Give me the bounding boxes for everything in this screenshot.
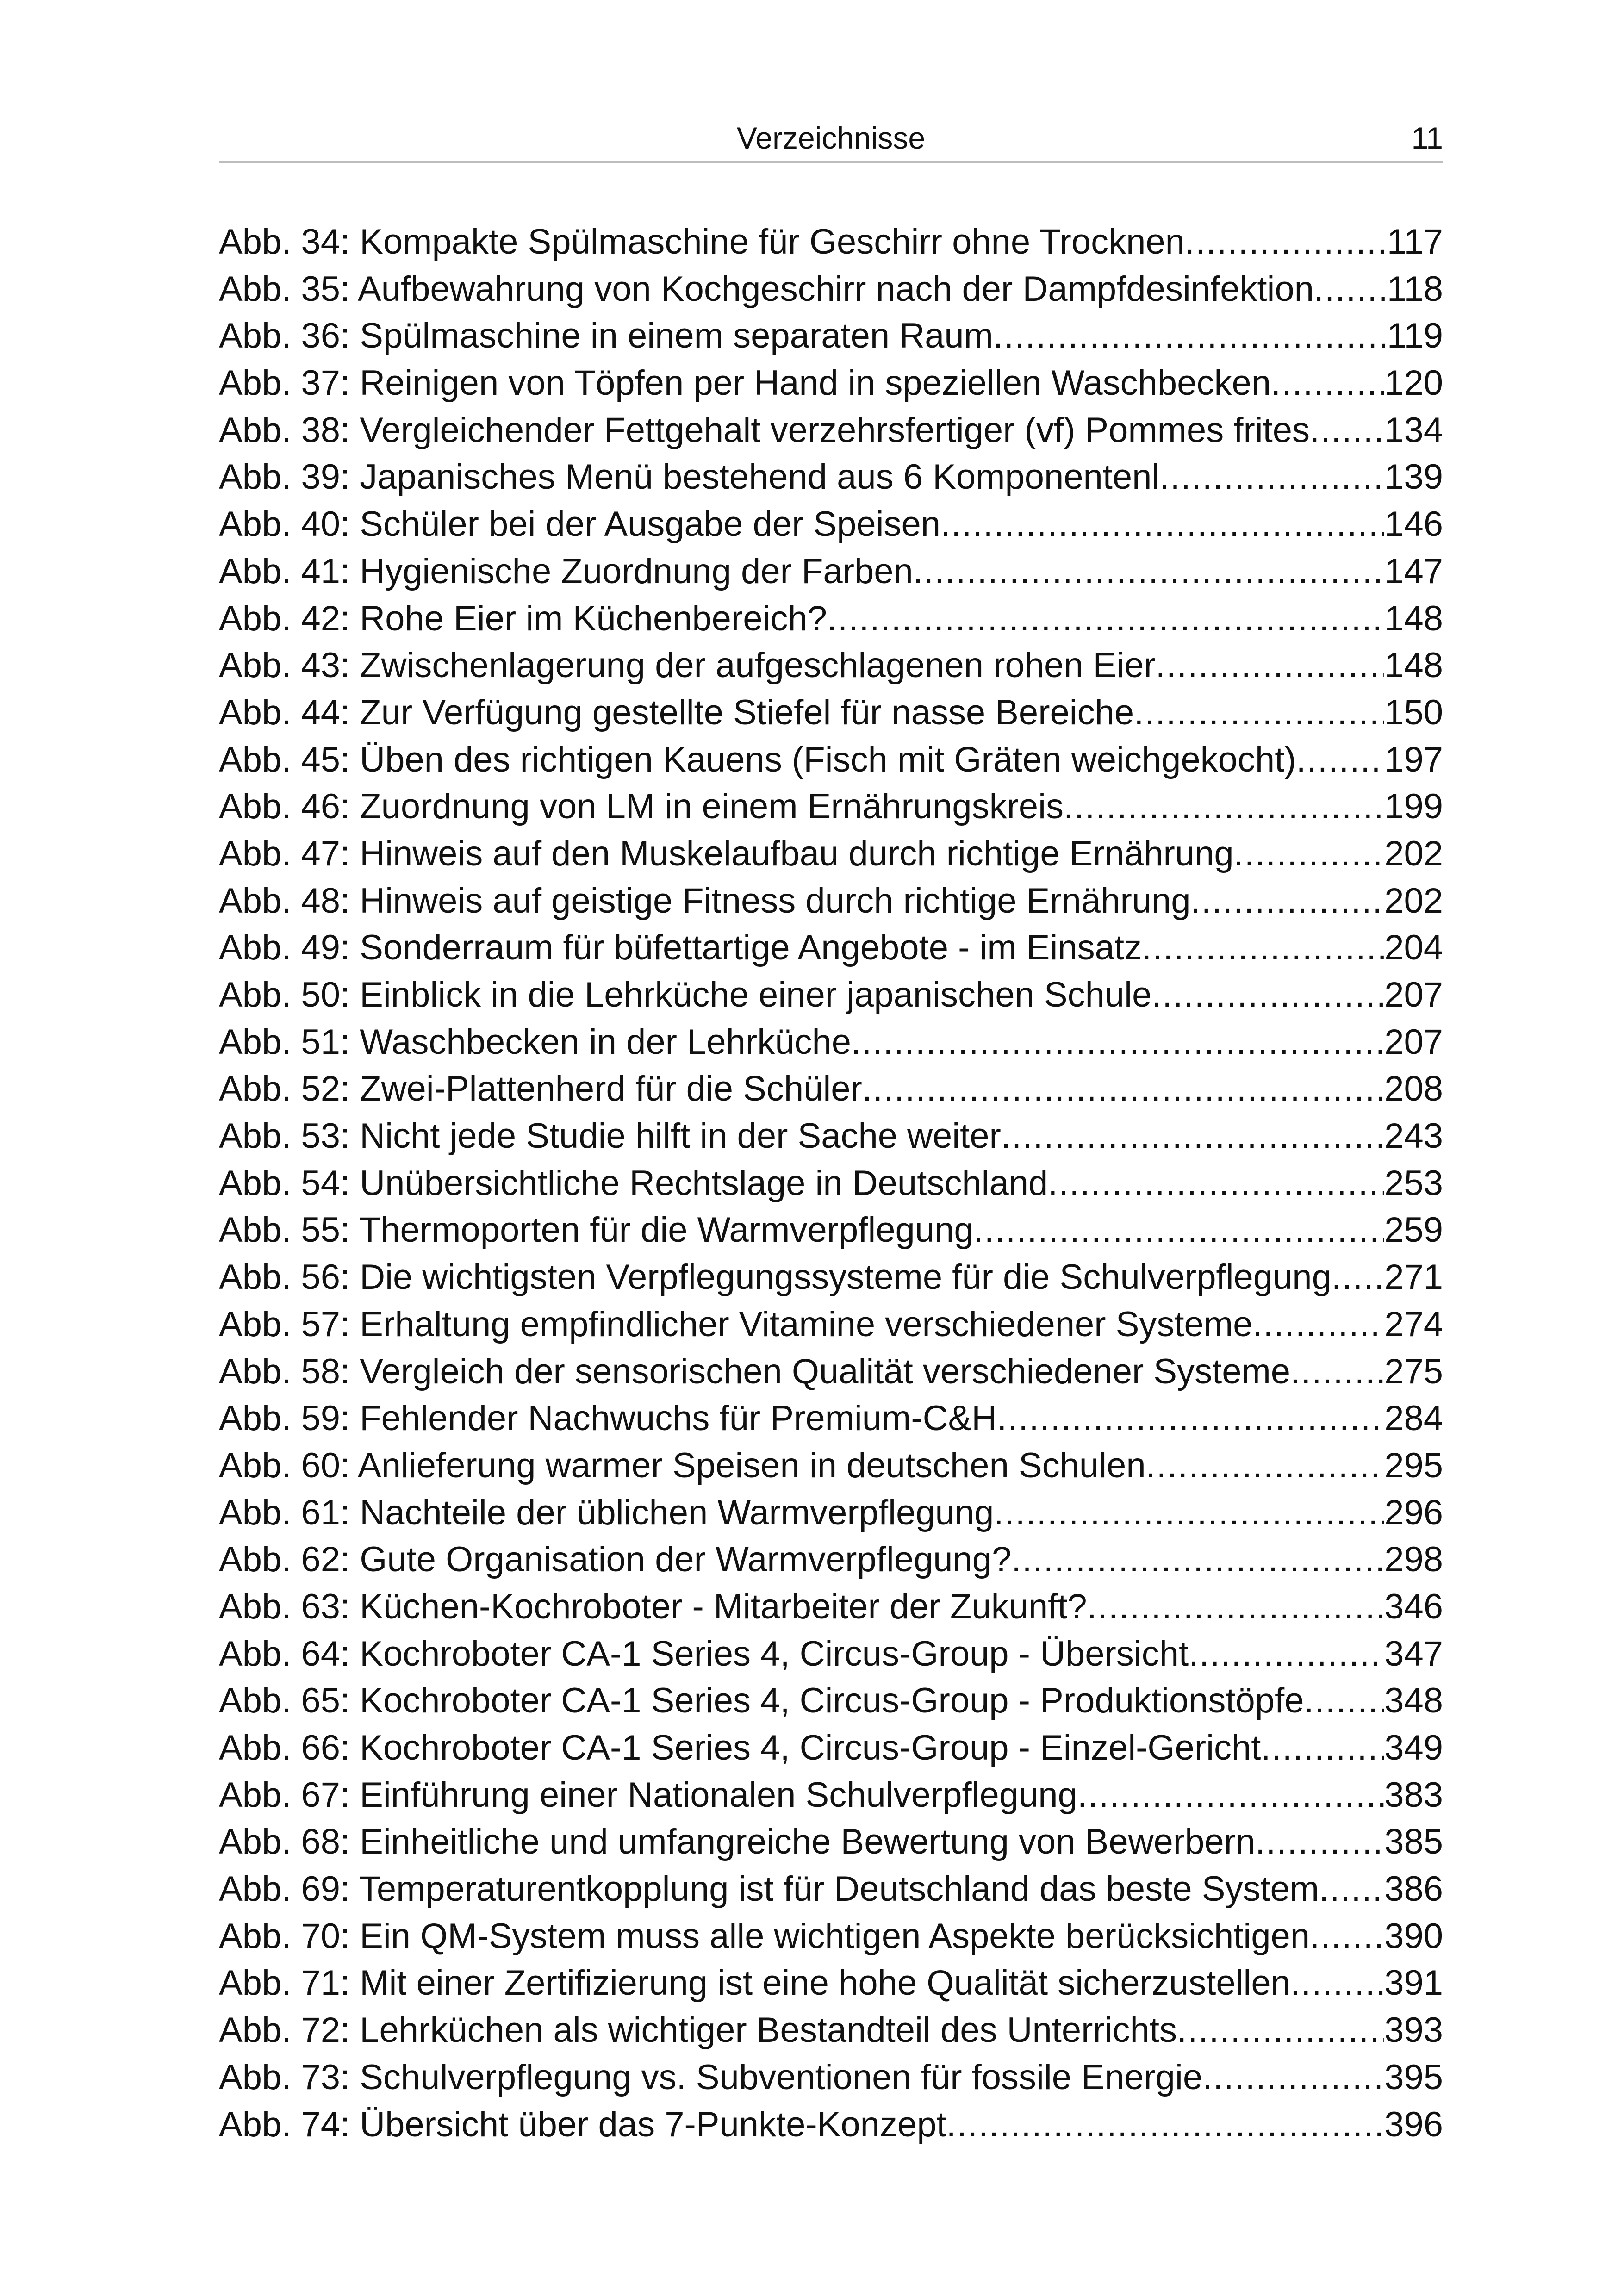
toc-entry [219, 1207, 1443, 1254]
dot-leader [1319, 1866, 1384, 1913]
dot-leader [1314, 266, 1387, 313]
toc-entry-page: 347 [1384, 1634, 1443, 1674]
dot-leader [1156, 642, 1384, 689]
dot-leader [1077, 1772, 1384, 1819]
toc-entry-title: Abb. 36: Spülmaschine in einem separaten Raum [219, 316, 993, 356]
toc-entry-title: Abb. 52: Zwei-Plattenherd für die Schüler [219, 1069, 862, 1109]
dot-leader [974, 1207, 1385, 1254]
toc-entry [219, 2101, 1443, 2148]
toc-entry-page: 147 [1384, 551, 1443, 591]
toc-entry-title: Abb. 41: Hygienische Zuordnung der Farben [219, 551, 913, 591]
toc-entry-page: 385 [1384, 1822, 1443, 1862]
dot-leader [1142, 924, 1384, 971]
toc-entry-title: Abb. 69: Temperaturentkopplung ist für Deutschland das beste System [219, 1869, 1319, 1909]
toc-entry-page: 120 [1384, 363, 1443, 403]
toc-entry-title: Abb. 72: Lehrküchen als wichtiger Bestandteil des Unterrichts [219, 2010, 1177, 2050]
toc-entry-title: Abb. 54: Unübersichtliche Rechtslage in Deutschland [219, 1163, 1048, 1203]
toc-entry [219, 642, 1443, 689]
toc-entry-title: Abb. 61: Nachteile der üblichen Warmverpflegung [219, 1493, 994, 1532]
toc-entry-title: Abb. 37: Reinigen von Töpfen per Hand in speziellen Waschbecken [219, 363, 1271, 403]
toc-entry-page: 117 [1387, 222, 1443, 261]
toc-entry-title: Abb. 50: Einblick in die Lehrküche einer japanischen Schule [219, 975, 1152, 1014]
toc-entry-page: 390 [1384, 1916, 1443, 1956]
dot-leader [1202, 2054, 1384, 2101]
toc-entry [219, 1160, 1443, 1207]
toc-entry-title: Abb. 44: Zur Verfügung gestellte Stiefel für nasse Bereiche [219, 692, 1134, 732]
dot-leader [1255, 1818, 1384, 1866]
toc-entry-title: Abb. 42: Rohe Eier im Küchenbereich? [219, 598, 827, 638]
toc-entry-page: 386 [1384, 1869, 1443, 1909]
toc-entry-title: Abb. 47: Hinweis auf den Muskelaufbau durch richtige Ernährung [219, 834, 1234, 873]
toc-entry-page: 148 [1384, 598, 1443, 638]
toc-entry-page: 204 [1384, 928, 1443, 968]
toc-entry-page: 139 [1384, 457, 1443, 497]
toc-entry [219, 1301, 1443, 1348]
toc-entry-title: Abb. 56: Die wichtigsten Verpflegungssysteme für die Schulverpflegung [219, 1257, 1332, 1297]
toc-entry-title: Abb. 65: Kochroboter CA-1 Series 4, Circus-Group - Produktionstöpfe [219, 1681, 1304, 1721]
toc-entry [219, 830, 1443, 877]
toc-entry-page: 393 [1384, 2010, 1443, 2050]
toc-entry-title: Abb. 46: Zuordnung von LM in einem Ernährungskreis [219, 787, 1064, 827]
toc-entry-title: Abb. 62: Gute Organisation der Warmverpflegung? [219, 1540, 1012, 1580]
toc-entry-title: Abb. 43: Zwischenlagerung der aufgeschlagenen rohen Eier [219, 646, 1156, 685]
toc-entry [219, 877, 1443, 925]
dot-leader [946, 2101, 1385, 2148]
toc-entry-page: 395 [1384, 2057, 1443, 2097]
toc-entry-page: 134 [1384, 410, 1443, 450]
toc-entry-title: Abb. 64: Kochroboter CA-1 Series 4, Circus-Group - Übersicht [219, 1634, 1189, 1674]
toc-entry-title: Abb. 35: Aufbewahrung von Kochgeschirr nach der Dampfdesinfektion [219, 269, 1314, 309]
toc-entry [219, 689, 1443, 736]
dot-leader [1159, 454, 1384, 501]
toc-entry-page: 197 [1384, 740, 1443, 779]
toc-entry-page: 150 [1384, 692, 1443, 732]
toc-entry-page: 296 [1384, 1493, 1443, 1532]
toc-entry-title: Abb. 66: Kochroboter CA-1 Series 4, Circus-Group - Einzel-Gericht [219, 1728, 1261, 1767]
dot-leader [1252, 1301, 1384, 1348]
toc-entry [219, 1254, 1443, 1301]
toc-entry-title: Abb. 58: Vergleich der sensorischen Qualität verschiedener Systeme [219, 1351, 1291, 1391]
toc-entry-title: Abb. 39: Japanisches Menü bestehend aus 6 Komponentenl [219, 457, 1160, 497]
dot-leader [1290, 1348, 1384, 1395]
toc-entry [219, 1536, 1443, 1583]
dot-leader [1064, 783, 1384, 830]
dot-leader [1310, 1913, 1384, 1960]
toc-entry-page: 119 [1387, 316, 1443, 356]
toc-entry-page: 284 [1384, 1399, 1443, 1438]
dot-leader [993, 312, 1387, 360]
toc-entry-title: Abb. 34: Kompakte Spülmaschine für Geschirr ohne Trocknen [219, 222, 1185, 261]
list-of-figures [219, 218, 1443, 2148]
toc-entry-page: 207 [1384, 975, 1443, 1014]
toc-entry-page: 275 [1384, 1351, 1443, 1391]
toc-entry-title: Abb. 40: Schüler bei der Ausgabe der Speisen [219, 504, 941, 544]
toc-entry-title: Abb. 49: Sonderraum für büfettartige Angebote - im Einsatz [219, 928, 1142, 968]
toc-entry-page: 202 [1384, 881, 1443, 921]
toc-entry [219, 1866, 1443, 1913]
toc-entry [219, 1630, 1443, 1678]
toc-entry [219, 924, 1443, 971]
toc-entry [219, 1583, 1443, 1630]
toc-entry [219, 971, 1443, 1019]
toc-entry-page: 298 [1384, 1540, 1443, 1580]
toc-entry-page: 199 [1384, 787, 1443, 827]
toc-entry-page: 383 [1384, 1775, 1443, 1815]
toc-entry [219, 266, 1443, 313]
dot-leader [1191, 877, 1385, 925]
toc-entry-page: 348 [1384, 1681, 1443, 1721]
dot-leader [1296, 736, 1385, 784]
toc-entry-page: 295 [1384, 1445, 1443, 1485]
dot-leader [1185, 218, 1387, 266]
dot-leader [1310, 407, 1384, 454]
toc-entry-page: 274 [1384, 1304, 1443, 1344]
dot-leader [1177, 2007, 1384, 2054]
toc-entry [219, 360, 1443, 407]
toc-entry [219, 1019, 1443, 1066]
toc-entry-page: 202 [1384, 834, 1443, 873]
toc-entry-title: Abb. 57: Erhaltung empfindlicher Vitamine verschiedener Systeme [219, 1304, 1253, 1344]
toc-entry [219, 1113, 1443, 1160]
dot-leader [1146, 1442, 1385, 1489]
toc-entry [219, 2007, 1443, 2054]
toc-entry [219, 1395, 1443, 1442]
toc-entry [219, 595, 1443, 642]
toc-entry [219, 1489, 1443, 1537]
toc-entry [219, 736, 1443, 784]
dot-leader [1290, 1960, 1384, 2007]
dot-leader [1304, 1677, 1384, 1724]
toc-entry [219, 407, 1443, 454]
toc-entry [219, 1960, 1443, 2007]
dot-leader [913, 548, 1384, 595]
header-divider [219, 161, 1443, 163]
toc-entry-title: Abb. 71: Mit einer Zertifizierung ist eine hohe Qualität sicherzustellen [219, 1963, 1290, 2003]
dot-leader [940, 501, 1384, 548]
page-number: 11 [1411, 121, 1443, 155]
toc-entry-page: 346 [1384, 1587, 1443, 1626]
toc-entry [219, 783, 1443, 830]
dot-leader [1011, 1536, 1384, 1583]
toc-entry-page: 118 [1387, 269, 1443, 309]
toc-entry-page: 259 [1384, 1210, 1443, 1250]
toc-entry [219, 1913, 1443, 1960]
dot-leader [1151, 971, 1384, 1019]
toc-entry [219, 1677, 1443, 1724]
toc-entry [219, 312, 1443, 360]
toc-entry [219, 1442, 1443, 1489]
toc-entry-page: 243 [1384, 1116, 1443, 1156]
toc-entry [219, 2054, 1443, 2101]
toc-entry-title: Abb. 45: Üben des richtigen Kauens (Fisch mit Gräten weichgekocht) [219, 740, 1296, 779]
dot-leader [1234, 830, 1385, 877]
toc-entry-page: 208 [1384, 1069, 1443, 1109]
toc-entry-title: Abb. 70: Ein QM-System muss alle wichtigen Aspekte berücksichtigen [219, 1916, 1310, 1956]
toc-entry [219, 454, 1443, 501]
dot-leader [1189, 1630, 1384, 1678]
dot-leader [1134, 689, 1384, 736]
toc-entry-title: Abb. 73: Schulverpflegung vs. Subventionen für fossile Energie [219, 2057, 1203, 2097]
dot-leader [862, 1065, 1384, 1113]
toc-entry-title: Abb. 48: Hinweis auf geistige Fitness durch richtige Ernährung [219, 881, 1191, 921]
running-header [219, 115, 1443, 161]
dot-leader [1271, 360, 1384, 407]
toc-entry [219, 218, 1443, 266]
toc-entry-page: 148 [1384, 646, 1443, 685]
toc-entry-title: Abb. 53: Nicht jede Studie hilft in der Sache weiter [219, 1116, 1001, 1156]
toc-entry [219, 548, 1443, 595]
toc-entry [219, 1772, 1443, 1819]
toc-entry-page: 271 [1384, 1257, 1443, 1297]
dot-leader [997, 1395, 1384, 1442]
toc-entry-page: 391 [1384, 1963, 1443, 2003]
toc-entry-title: Abb. 74: Übersicht über das 7-Punkte-Konzept [219, 2104, 946, 2144]
dot-leader [1001, 1113, 1384, 1160]
dot-leader [1048, 1160, 1384, 1207]
toc-entry-title: Abb. 68: Einheitliche und umfangreiche Bewertung von Bewerbern [219, 1822, 1256, 1862]
toc-entry [219, 501, 1443, 548]
dot-leader [1261, 1724, 1384, 1772]
toc-entry-page: 253 [1384, 1163, 1443, 1203]
dot-leader [1332, 1254, 1384, 1301]
toc-entry-title: Abb. 60: Anlieferung warmer Speisen in deutschen Schulen [219, 1445, 1146, 1485]
toc-entry [219, 1348, 1443, 1395]
toc-entry-title: Abb. 55: Thermoporten für die Warmverpflegung [219, 1210, 974, 1250]
toc-entry-page: 396 [1384, 2104, 1443, 2144]
running-header-title: Verzeichnisse [736, 121, 926, 155]
toc-entry-page: 146 [1384, 504, 1443, 544]
toc-entry-page: 207 [1384, 1022, 1443, 1062]
dot-leader [827, 595, 1384, 642]
dot-leader [851, 1019, 1384, 1066]
toc-entry-title: Abb. 38: Vergleichender Fettgehalt verzehrsfertiger (vf) Pommes frites [219, 410, 1310, 450]
toc-entry-title: Abb. 67: Einführung einer Nationalen Schulverpflegung [219, 1775, 1077, 1815]
toc-entry-title: Abb. 63: Küchen-Kochroboter - Mitarbeiter der Zukunft? [219, 1587, 1087, 1626]
toc-entry-page: 349 [1384, 1728, 1443, 1767]
toc-entry-title: Abb. 59: Fehlender Nachwuchs für Premium-C&H [219, 1399, 997, 1438]
toc-entry [219, 1724, 1443, 1772]
toc-entry-title: Abb. 51: Waschbecken in der Lehrküche [219, 1022, 851, 1062]
toc-entry [219, 1065, 1443, 1113]
dot-leader [1087, 1583, 1385, 1630]
toc-entry [219, 1818, 1443, 1866]
dot-leader [994, 1489, 1384, 1537]
